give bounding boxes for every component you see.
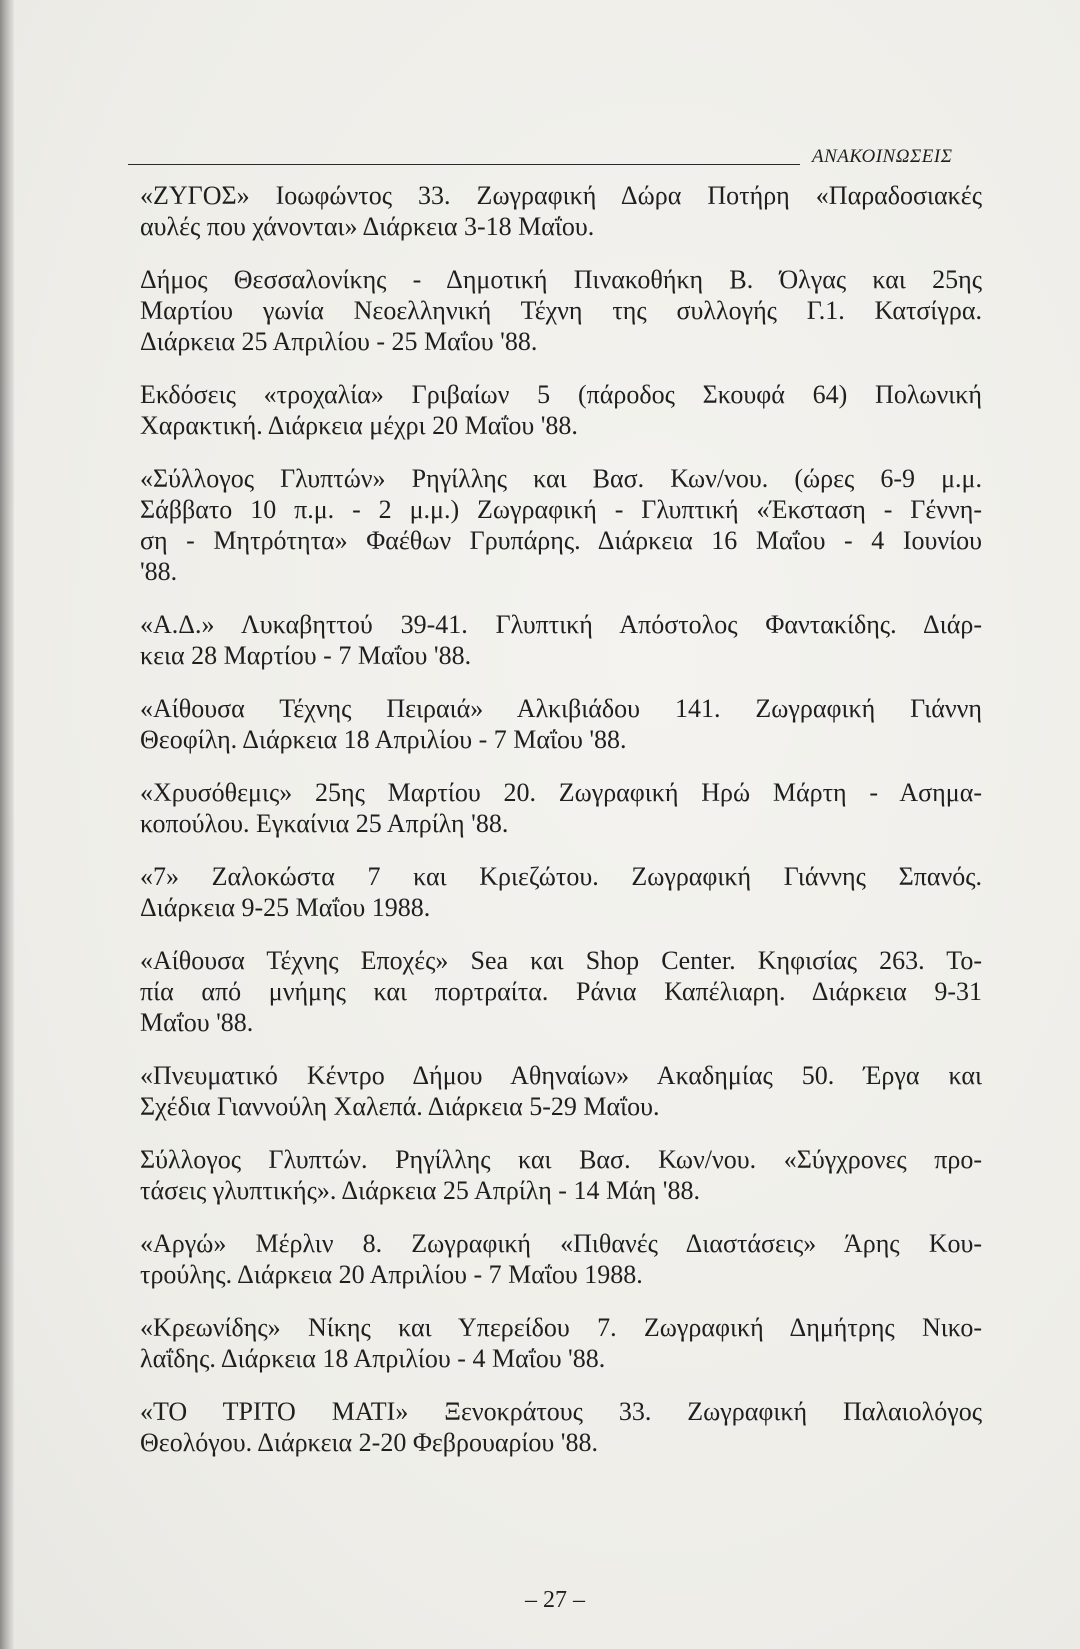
entry-line: Θεοφίλη. Διάρκεια 18 Απριλίου - 7 Μαΐου '88. — [140, 725, 627, 754]
entry-line: κοπούλου. Εγκαίνια 25 Απρίλη '88. — [140, 809, 509, 838]
announcement-entry — [140, 379, 982, 441]
entry-line: «ΖΥΓΟΣ» Ιοωφώντος 33. Ζωγραφική Δώρα Ποτήρη «Παραδοσιακές — [140, 181, 982, 210]
entry-line: αυλές που χάνονται» Διάρκεια 3-18 Μαΐου. — [140, 212, 595, 241]
announcement-entry — [140, 1144, 982, 1206]
entry-line: «Πνευματικό Κέντρο Δήμου Αθηναίων» Ακαδημίας 50. Έργα και — [140, 1061, 982, 1090]
entry-line: Θεολόγου. Διάρκεια 2-20 Φεβρουαρίου '88. — [140, 1428, 598, 1457]
entry-line: Εκδόσεις «τροχαλία» Γριβαίων 5 (πάροδος Σκουφά 64) Πολωνική — [140, 380, 982, 409]
announcement-entry — [140, 861, 982, 923]
entry-line: Μαρτίου γωνία Νεοελληνική Τέχνη της συλλογής Γ.1. Κατσίγρα. — [140, 296, 982, 325]
section-title: ΑΝΑΚΟΙΝΩΣΕΙΣ — [812, 146, 953, 167]
announcement-entry — [140, 1060, 982, 1122]
entry-line: Σχέδια Γιαννούλη Χαλεπά. Διάρκεια 5-29 Μαΐου. — [140, 1092, 660, 1121]
entry-line: «Αίθουσα Τέχνης Εποχές» Sea και Shop Center. Κηφισίας 263. Το- — [140, 946, 982, 975]
entry-line: Μαΐου '88. — [140, 1008, 254, 1037]
announcement-entry — [140, 609, 982, 671]
entry-line: «Σύλλογος Γλυπτών» Ρηγίλλης και Βασ. Κων/νου. (ώρες 6-9 μ.μ. — [140, 464, 982, 493]
running-header — [128, 140, 1008, 170]
entry-line: τάσεις γλυπτικής». Διάρκεια 25 Απρίλη - 14 Μάη '88. — [140, 1176, 700, 1205]
entry-line: Δήμος Θεσσαλονίκης - Δημοτική Πινακοθήκη Β. Όλγας και 25ης — [140, 265, 982, 294]
entry-line: «7» Ζαλοκώστα 7 και Κριεζώτου. Ζωγραφική Γιάννης Σπανός. — [140, 862, 982, 891]
entry-line: πία από μνήμης και πορτραίτα. Ράνια Καπέλιαρη. Διάρκεια 9-31 — [140, 977, 982, 1006]
entry-line: τρούλης. Διάρκεια 20 Απριλίου - 7 Μαΐου 1988. — [140, 1260, 643, 1289]
announcement-entry — [140, 1312, 982, 1374]
announcement-entry — [140, 180, 982, 242]
entry-line: «ΤΟ ΤΡΙΤΟ ΜΑΤΙ» Ξενοκράτους 33. Ζωγραφική Παλαιολόγος — [140, 1397, 982, 1426]
entry-line: «Αίθουσα Τέχνης Πειραιά» Αλκιβιάδου 141. Ζωγραφική Γιάννη — [140, 694, 982, 723]
page-number: – 27 – — [525, 1587, 585, 1613]
entry-line: «Χρυσόθεμις» 25ης Μαρτίου 20. Ζωγραφική Ηρώ Μάρτη - Ασημα- — [140, 778, 982, 807]
announcement-entry — [140, 1228, 982, 1290]
entry-line: «Α.Δ.» Λυκαβηττού 39-41. Γλυπτική Απόστολος Φαντακίδης. Διάρ- — [140, 610, 982, 639]
announcement-entry — [140, 1396, 982, 1458]
announcements-list — [140, 180, 982, 1480]
entry-line: λαΐδης. Διάρκεια 18 Απριλίου - 4 Μαΐου '88. — [140, 1344, 606, 1373]
announcement-entry — [140, 463, 982, 587]
announcement-entry — [140, 264, 982, 357]
announcement-entry — [140, 777, 982, 839]
entry-line: «Κρεωνίδης» Νίκης και Υπερείδου 7. Ζωγραφική Δημήτρης Νικο- — [140, 1313, 982, 1342]
entry-line: Σάββατο 10 π.μ. - 2 μ.μ.) Ζωγραφική - Γλυπτική «Έκσταση - Γέννη- — [140, 495, 982, 524]
entry-line: Σύλλογος Γλυπτών. Ρηγίλλης και Βασ. Κων/νου. «Σύγχρονες προ- — [140, 1145, 982, 1174]
entry-line: κεια 28 Μαρτίου - 7 Μαΐου '88. — [140, 641, 472, 670]
header-rule — [128, 164, 800, 165]
entry-line: Διάρκεια 25 Απριλίου - 25 Μαΐου '88. — [140, 327, 538, 356]
entry-line: «Αργώ» Μέρλιν 8. Ζωγραφική «Πιθανές Διαστάσεις» Άρης Κου- — [140, 1229, 982, 1258]
announcement-entry — [140, 945, 982, 1038]
entry-line: Διάρκεια 9-25 Μαΐου 1988. — [140, 893, 431, 922]
entry-line: '88. — [140, 557, 178, 586]
page-spine-shadow — [0, 0, 14, 1649]
entry-line: Χαρακτική. Διάρκεια μέχρι 20 Μαΐου '88. — [140, 411, 578, 440]
entry-line: ση - Μητρότητα» Φαέθων Γρυπάρης. Διάρκεια 16 Μαΐου - 4 Ιουνίου — [140, 526, 982, 555]
announcement-entry — [140, 693, 982, 755]
